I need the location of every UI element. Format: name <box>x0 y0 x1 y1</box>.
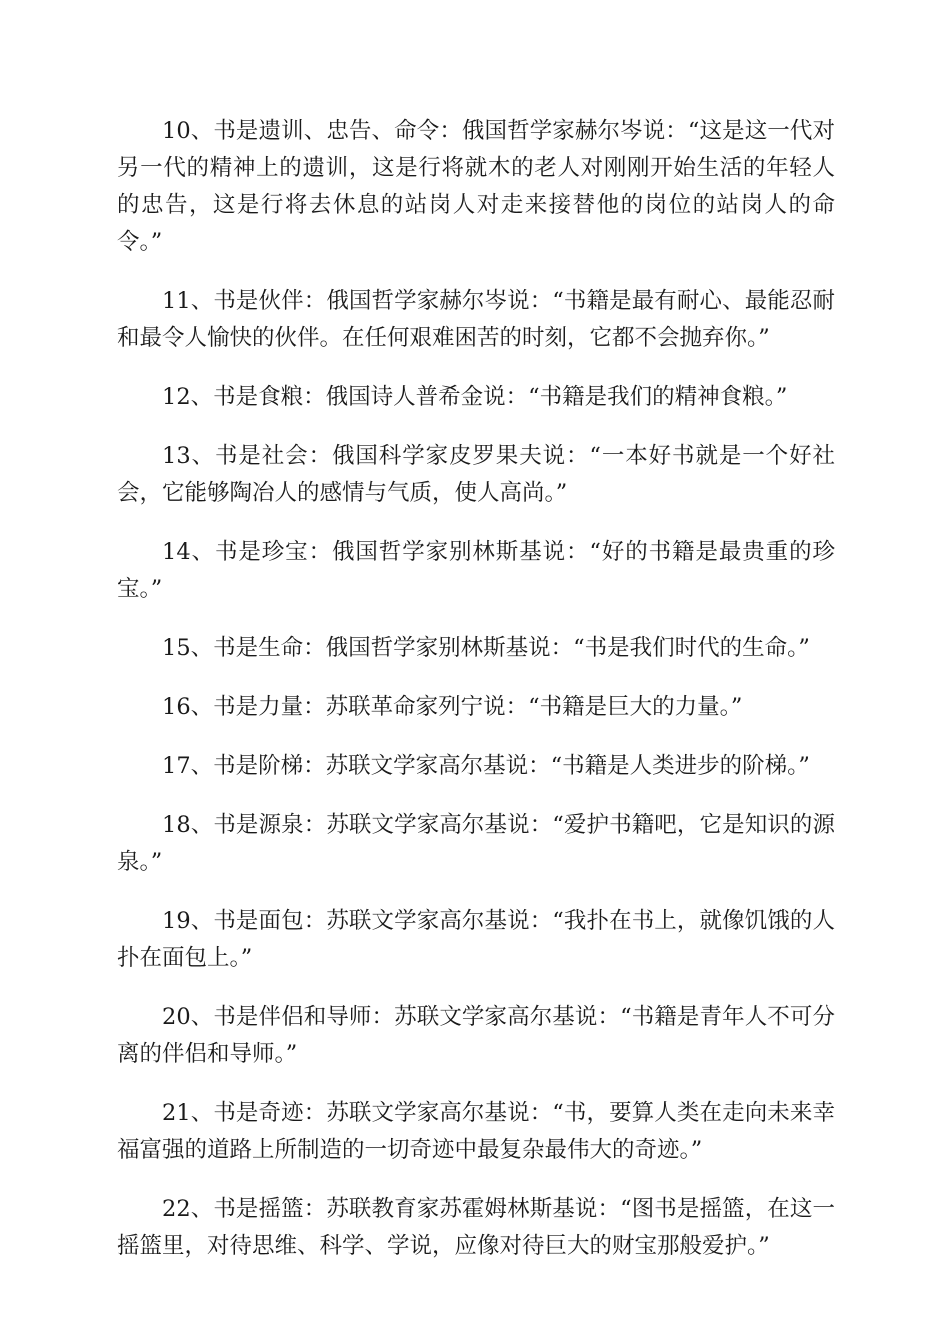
quote-paragraph-18: 18、书是源泉：苏联文学家高尔基说：“爱护书籍吧，它是知识的源泉。” <box>117 812 835 875</box>
document-body <box>117 113 835 1287</box>
quote-paragraph-19: 19、书是面包：苏联文学家高尔基说：“我扑在书上，就像饥饿的人扑在面包上。” <box>117 908 835 971</box>
quote-paragraph-22: 22、书是摇篮：苏联教育家苏霍姆林斯基说：“图书是摇篮，在这一摇篮里，对待思维、科学、学说，应像对待巨大的财宝那般爱护。” <box>117 1196 835 1259</box>
quote-paragraph-17: 17、书是阶梯：苏联文学家高尔基说：“书籍是人类进步的阶梯。” <box>162 753 810 779</box>
quote-paragraph-15: 15、书是生命：俄国哲学家别林斯基说：“书是我们时代的生命。” <box>162 635 810 661</box>
quote-paragraph-16: 16、书是力量：苏联革命家列宁说：“书籍是巨大的力量。” <box>162 694 743 720</box>
quote-paragraph-10: 10、书是遗训、忠告、命令：俄国哲学家赫尔岑说：“这是这一代对另一代的精神上的遗训，这是行将就木的老人对刚刚开始生活的年轻人的忠告，这是行将去休息的站岗人对走来接替他的岗位的站岗人的命令。” <box>117 118 835 255</box>
quote-paragraph-21: 21、书是奇迹：苏联文学家高尔基说：“书，要算人类在走向未来幸福富强的道路上所制造的一切奇迹中最复杂最伟大的奇迹。” <box>117 1100 835 1163</box>
quote-paragraph-14: 14、书是珍宝：俄国哲学家别林斯基说：“好的书籍是最贵重的珍宝。” <box>117 539 835 602</box>
quote-paragraph-12: 12、书是食粮：俄国诗人普希金说：“书籍是我们的精神食粮。” <box>162 384 788 410</box>
quote-paragraph-13: 13、书是社会：俄国科学家皮罗果夫说：“一本好书就是一个好社会，它能够陶冶人的感情与气质，使人高尚。” <box>117 443 835 506</box>
quote-paragraph-11: 11、书是伙伴：俄国哲学家赫尔岑说：“书籍是最有耐心、最能忍耐和最令人愉快的伙伴。在任何艰难困苦的时刻，它都不会抛弃你。” <box>117 288 835 351</box>
quote-paragraph-20: 20、书是伴侣和导师：苏联文学家高尔基说：“书籍是青年人不可分离的伴侣和导师。” <box>117 1004 835 1067</box>
